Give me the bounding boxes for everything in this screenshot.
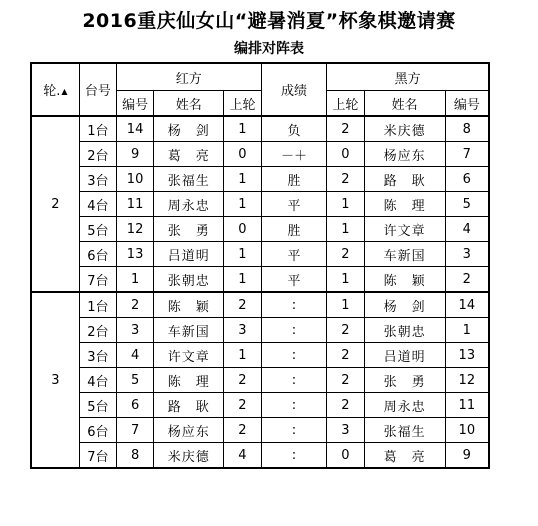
black-number-cell: 14 (445, 292, 489, 318)
black-side-header: 黑方 (327, 63, 489, 91)
black-number-cell: 4 (445, 217, 489, 242)
table-row (31, 217, 489, 242)
table-row (31, 142, 489, 167)
black-prev-round-cell: 3 (327, 418, 364, 443)
black-number-header: 编号 (445, 91, 489, 117)
board-cell: 7台 (79, 267, 116, 293)
result-cell: : (261, 418, 327, 443)
black-name-cell: 许文章 (364, 217, 445, 242)
red-prev-round-cell: 1 (224, 167, 261, 192)
black-prev-round-cell: 0 (327, 443, 364, 469)
result-cell: 胜 (261, 167, 327, 192)
black-prev-round-cell: 1 (327, 292, 364, 318)
red-number-cell: 14 (116, 116, 153, 142)
board-cell: 6台 (79, 418, 116, 443)
black-prev-round-cell: 2 (327, 242, 364, 267)
board-cell: 2台 (79, 318, 116, 343)
black-number-cell: 11 (445, 393, 489, 418)
result-cell: －＋ (261, 142, 327, 167)
result-cell: 平 (261, 192, 327, 217)
table-row (31, 418, 489, 443)
black-name-cell: 吕道明 (364, 343, 445, 368)
black-prev-round-cell: 2 (327, 393, 364, 418)
black-prev-round-cell: 2 (327, 343, 364, 368)
table-row (31, 368, 489, 393)
black-prev-round-cell: 2 (327, 167, 364, 192)
red-prev-round-cell: 3 (224, 318, 261, 343)
table-row (31, 443, 489, 469)
black-prev-round-cell: 1 (327, 192, 364, 217)
result-cell: 平 (261, 267, 327, 293)
red-number-cell: 7 (116, 418, 153, 443)
red-name-cell: 路 耿 (154, 393, 224, 418)
red-prev-round-cell: 1 (224, 192, 261, 217)
red-name-cell: 杨应东 (154, 418, 224, 443)
red-prev-round-cell: 2 (224, 393, 261, 418)
red-name-cell: 米庆德 (154, 443, 224, 469)
black-name-cell: 张 勇 (364, 368, 445, 393)
red-number-cell: 10 (116, 167, 153, 192)
sort-ascending-icon[interactable]: ▲ (61, 87, 68, 96)
black-name-header: 姓名 (364, 91, 445, 117)
black-number-cell: 8 (445, 116, 489, 142)
board-cell: 6台 (79, 242, 116, 267)
black-name-cell: 陈 理 (364, 192, 445, 217)
black-prev-round-cell: 2 (327, 318, 364, 343)
red-prev-round-cell: 1 (224, 242, 261, 267)
board-cell: 1台 (79, 116, 116, 142)
red-name-cell: 周永忠 (154, 192, 224, 217)
black-prev-round-cell: 2 (327, 116, 364, 142)
table-row (31, 116, 489, 142)
board-cell: 5台 (79, 217, 116, 242)
result-cell: : (261, 368, 327, 393)
table-row (31, 343, 489, 368)
board-cell: 3台 (79, 167, 116, 192)
table-row (31, 192, 489, 217)
black-number-cell: 5 (445, 192, 489, 217)
black-number-cell: 2 (445, 267, 489, 293)
round-cell: 3 (31, 292, 79, 468)
black-number-cell: 7 (445, 142, 489, 167)
red-number-cell: 5 (116, 368, 153, 393)
black-name-cell: 陈 颖 (364, 267, 445, 293)
red-prev-round-cell: 2 (224, 368, 261, 393)
black-prev-round-cell: 2 (327, 368, 364, 393)
red-number-cell: 2 (116, 292, 153, 318)
red-name-cell: 葛 亮 (154, 142, 224, 167)
board-column-header: 台号 (79, 63, 116, 116)
red-number-cell: 1 (116, 267, 153, 293)
red-prev-round-cell: 0 (224, 217, 261, 242)
black-number-cell: 3 (445, 242, 489, 267)
red-name-cell: 许文章 (154, 343, 224, 368)
black-name-cell: 葛 亮 (364, 443, 445, 469)
red-name-cell: 张朝忠 (154, 267, 224, 293)
black-name-cell: 张朝忠 (364, 318, 445, 343)
red-number-cell: 3 (116, 318, 153, 343)
red-prev-round-cell: 2 (224, 418, 261, 443)
result-cell: 胜 (261, 217, 327, 242)
red-prev-round-cell: 1 (224, 343, 261, 368)
table-row (31, 292, 489, 318)
black-prev-round-cell: 1 (327, 267, 364, 293)
result-cell: 平 (261, 242, 327, 267)
black-name-cell: 车新国 (364, 242, 445, 267)
table-row (31, 242, 489, 267)
red-prev-round-cell: 0 (224, 142, 261, 167)
board-cell: 4台 (79, 192, 116, 217)
black-number-cell: 13 (445, 343, 489, 368)
black-number-cell: 9 (445, 443, 489, 469)
table-row (31, 267, 489, 293)
red-name-cell: 陈 理 (154, 368, 224, 393)
red-number-cell: 4 (116, 343, 153, 368)
red-prev-round-header: 上轮 (224, 91, 261, 117)
black-number-cell: 10 (445, 418, 489, 443)
result-cell: : (261, 343, 327, 368)
red-number-cell: 13 (116, 242, 153, 267)
result-cell: : (261, 393, 327, 418)
pairing-table (30, 62, 490, 469)
table-row (31, 318, 489, 343)
black-prev-round-cell: 1 (327, 217, 364, 242)
result-cell: : (261, 318, 327, 343)
round-cell: 2 (31, 116, 79, 292)
black-name-cell: 周永忠 (364, 393, 445, 418)
red-name-cell: 车新国 (154, 318, 224, 343)
black-name-cell: 路 耿 (364, 167, 445, 192)
black-number-cell: 6 (445, 167, 489, 192)
red-name-header: 姓名 (154, 91, 224, 117)
red-number-header: 编号 (116, 91, 153, 117)
red-prev-round-cell: 4 (224, 443, 261, 469)
red-name-cell: 杨 剑 (154, 116, 224, 142)
black-name-cell: 杨应东 (364, 142, 445, 167)
red-number-cell: 8 (116, 443, 153, 469)
red-name-cell: 陈 颖 (154, 292, 224, 318)
table-row (31, 167, 489, 192)
table-row (31, 393, 489, 418)
board-cell: 1台 (79, 292, 116, 318)
round-column-header[interactable]: 轮.▲ (31, 63, 79, 116)
result-cell: : (261, 292, 327, 318)
board-cell: 2台 (79, 142, 116, 167)
board-cell: 7台 (79, 443, 116, 469)
black-number-cell: 12 (445, 368, 489, 393)
board-cell: 5台 (79, 393, 116, 418)
page-subtitle: 编排对阵表 (234, 41, 304, 57)
red-name-cell: 张福生 (154, 167, 224, 192)
result-column-header: 成绩 (261, 63, 327, 116)
red-name-cell: 吕道明 (154, 242, 224, 267)
red-number-cell: 11 (116, 192, 153, 217)
black-number-cell: 1 (445, 318, 489, 343)
red-prev-round-cell: 1 (224, 116, 261, 142)
black-name-cell: 米庆德 (364, 116, 445, 142)
red-name-cell: 张 勇 (154, 217, 224, 242)
board-cell: 4台 (79, 368, 116, 393)
black-prev-round-cell: 0 (327, 142, 364, 167)
page-title: 2016重庆仙女山“避暑消夏”杯象棋邀请赛 (82, 10, 456, 32)
black-prev-round-header: 上轮 (327, 91, 364, 117)
red-prev-round-cell: 2 (224, 292, 261, 318)
red-number-cell: 12 (116, 217, 153, 242)
black-name-cell: 张福生 (364, 418, 445, 443)
red-number-cell: 6 (116, 393, 153, 418)
result-cell: : (261, 443, 327, 469)
red-prev-round-cell: 1 (224, 267, 261, 293)
red-number-cell: 9 (116, 142, 153, 167)
board-cell: 3台 (79, 343, 116, 368)
black-name-cell: 杨 剑 (364, 292, 445, 318)
red-side-header: 红方 (116, 63, 261, 91)
result-cell: 负 (261, 116, 327, 142)
